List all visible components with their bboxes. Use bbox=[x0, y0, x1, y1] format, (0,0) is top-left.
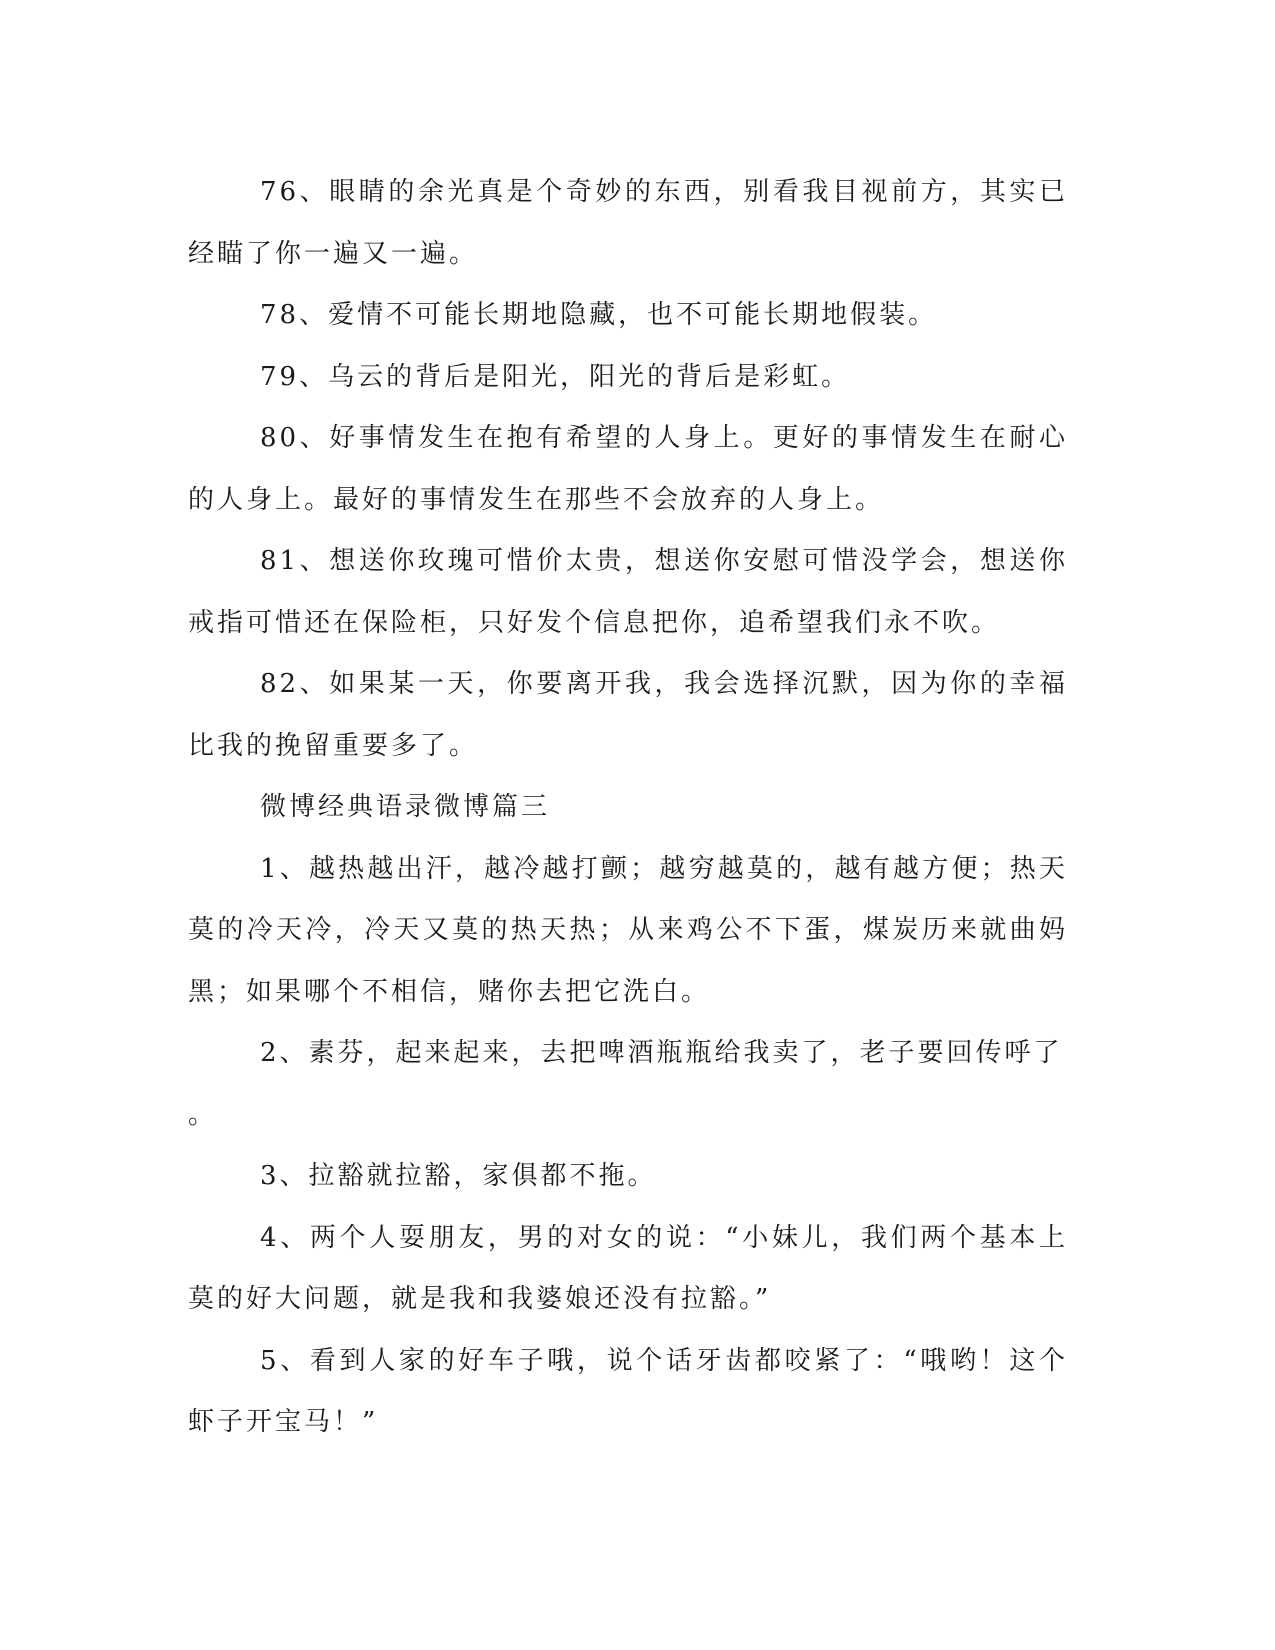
paragraph-5: 5、看到人家的好车子哦，说个话牙齿都咬紧了：“哦哟！这个虾子开宝马！” bbox=[188, 1345, 1068, 1437]
paragraph-1: 1、越热越出汗，越冷越打颤；越穷越莫的，越有越方便；热天莫的冷天冷，冷天又莫的热天热；从来鸡公不下蛋，煤炭历来就曲妈黑；如果哪个不相信，赌你去把它洗白。 bbox=[188, 853, 1068, 1007]
section-heading: 微博经典语录微博篇三 bbox=[260, 792, 551, 822]
paragraph-76: 76、眼睛的余光真是个奇妙的东西，别看我目视前方，其实已经瞄了你一遍又一遍。 bbox=[188, 177, 1068, 269]
paragraph-78: 78、爱情不可能长期地隐藏，也不可能长期地假装。 bbox=[260, 300, 938, 330]
paragraph-80: 80、好事情发生在抱有希望的人身上。更好的事情发生在耐心的人身上。最好的事情发生在那些不会放弃的人身上。 bbox=[188, 423, 1068, 515]
paragraph-3: 3、拉豁就拉豁，家俱都不拖。 bbox=[260, 1161, 657, 1191]
paragraph-2: 2、素芬，起来起来，去把啤酒瓶瓶给我卖了，老子要回传呼了 。 bbox=[188, 1038, 1063, 1130]
paragraph-81: 81、想送你玫瑰可惜价太贵，想送你安慰可惜没学会，想送你戒指可惜还在保险柜，只好发个信息把你，追希望我们永不吹。 bbox=[188, 546, 1068, 638]
paragraph-79: 79、乌云的背后是阳光，阳光的背后是彩虹。 bbox=[260, 361, 851, 392]
paragraph-82: 82、如果某一天，你要离开我，我会选择沉默，因为你的幸福比我的挽留重要多了。 bbox=[188, 669, 1068, 761]
document-body bbox=[188, 162, 1068, 1454]
paragraph-4: 4、两个人耍朋友，男的对女的说：“小妹儿，我们两个基本上莫的好大问题，就是我和我婆娘还没有拉豁。” bbox=[188, 1222, 1068, 1314]
